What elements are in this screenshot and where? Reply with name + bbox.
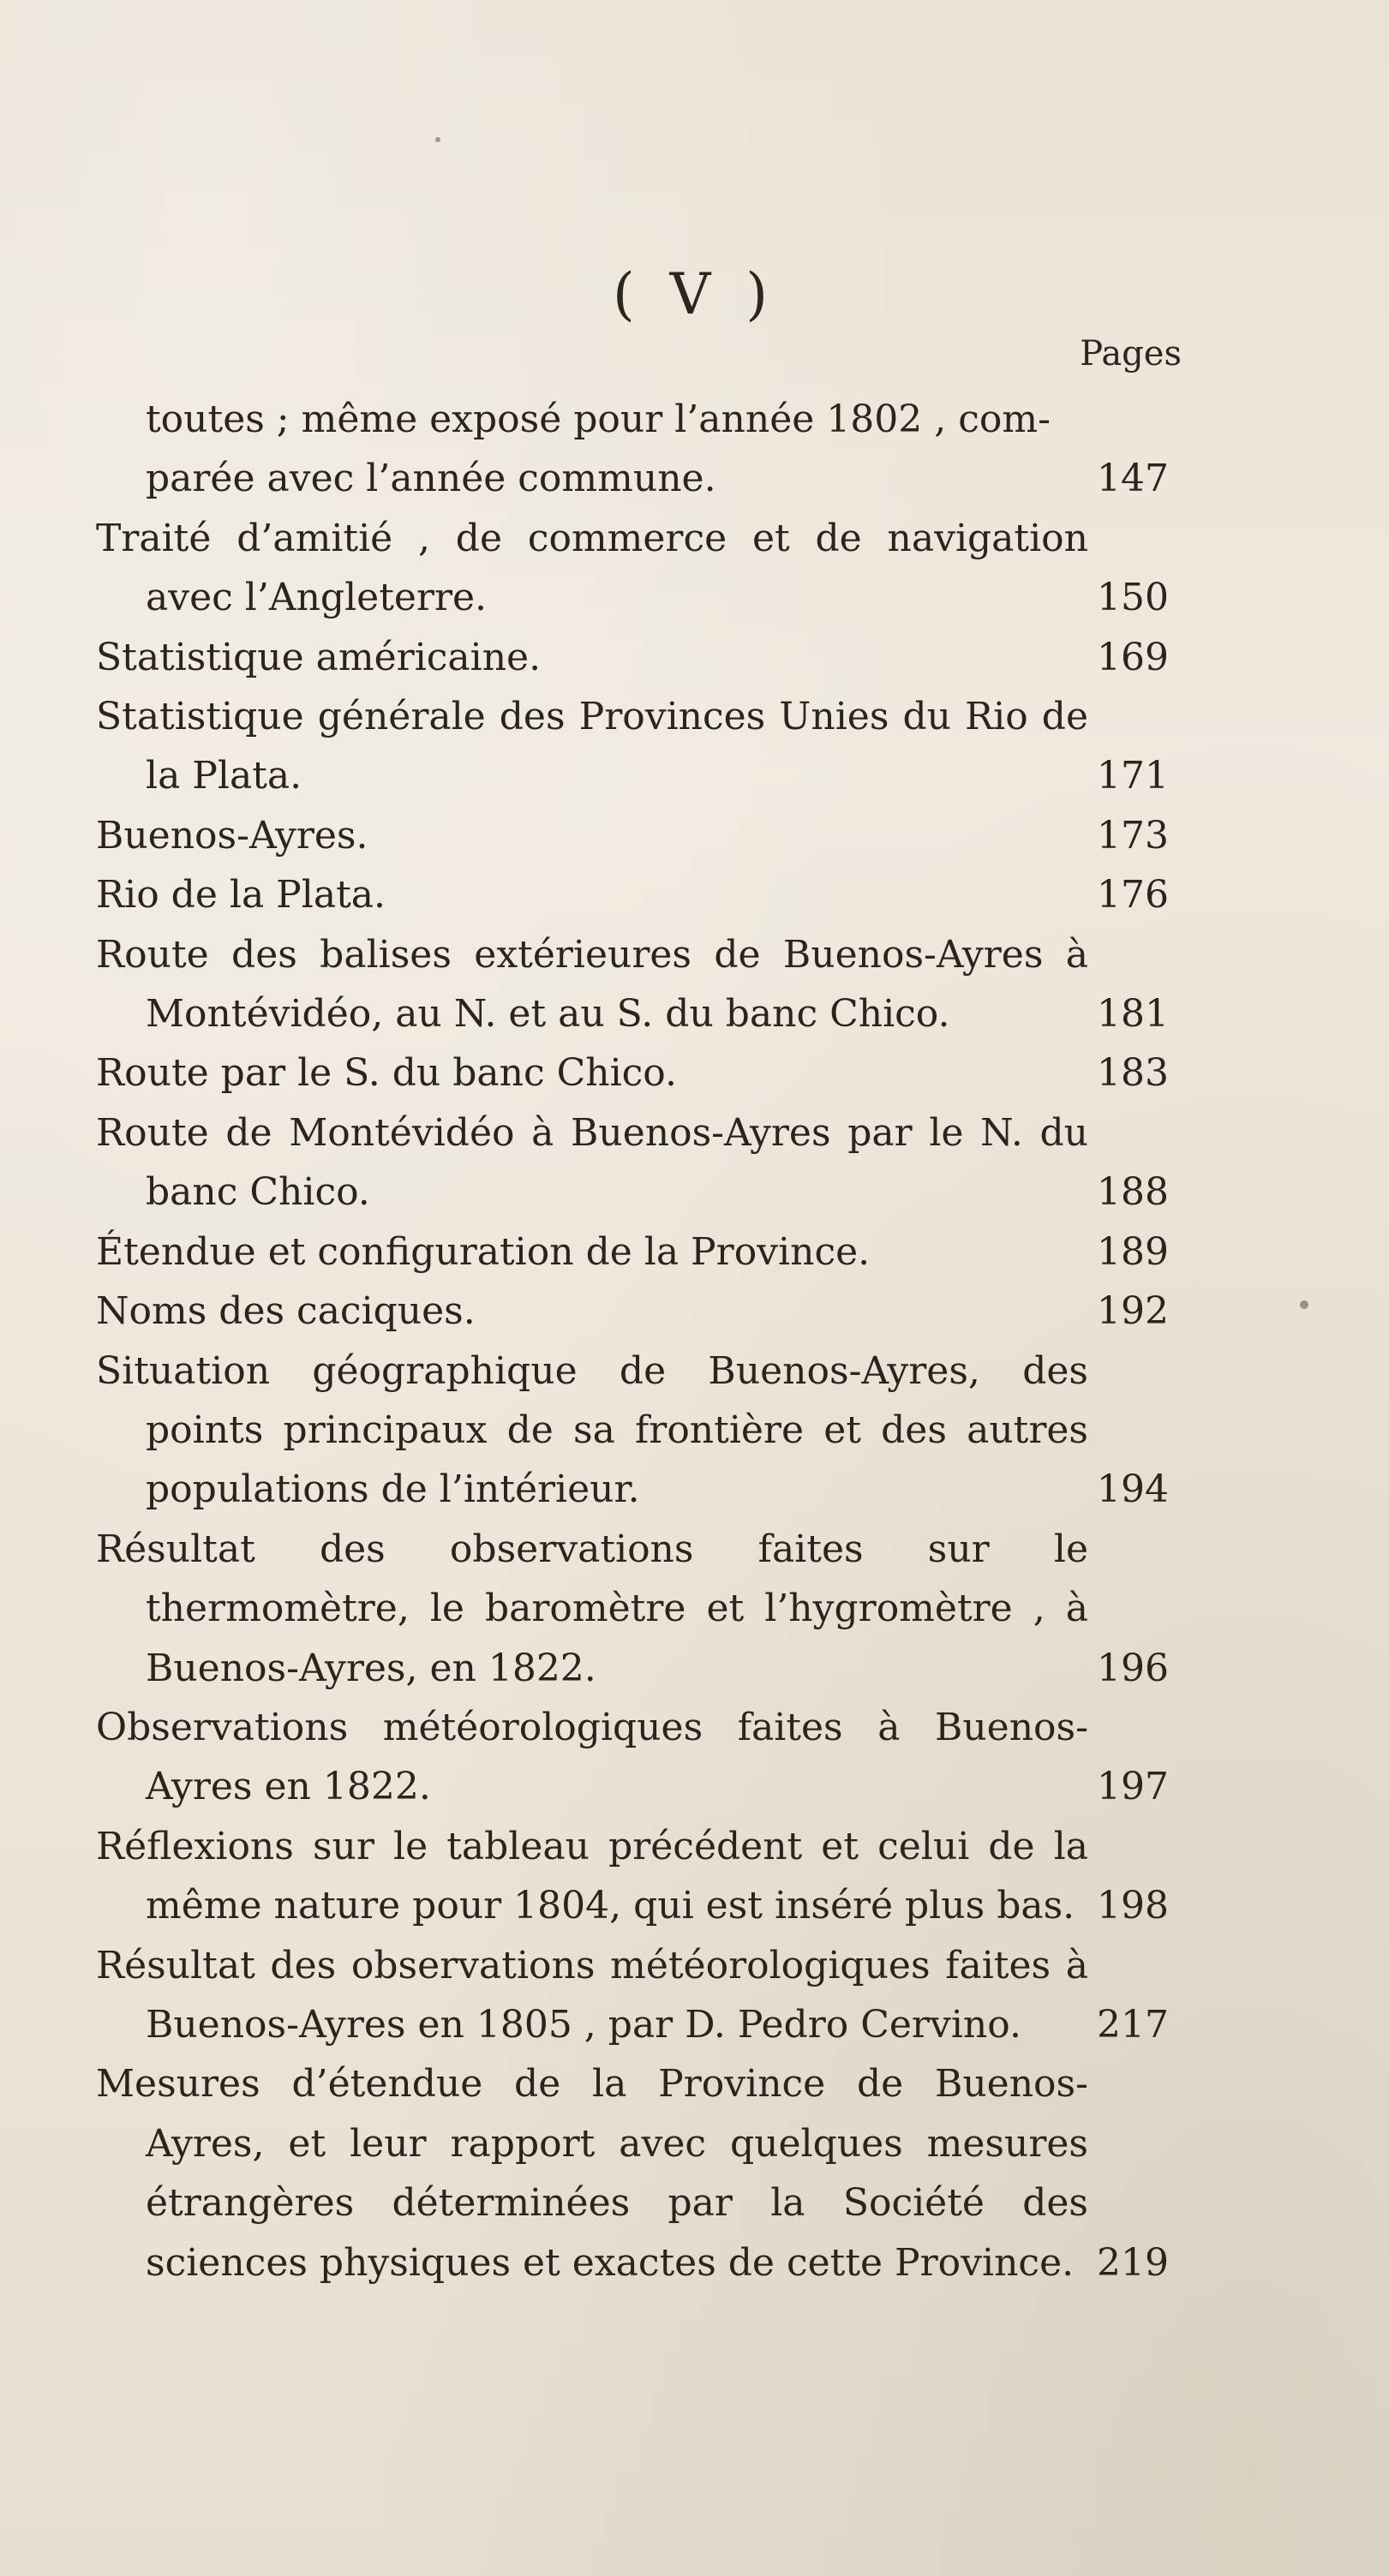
toc-entry-title: Route de Montévidéo à Buenos-Ayres par le N. du banc Chico. xyxy=(96,1110,1088,1215)
toc-entry-title: Noms des caciques. xyxy=(96,1289,476,1334)
toc-entry-title: Buenos-Ayres. xyxy=(96,813,368,858)
toc-entry-page: 192 xyxy=(1097,1289,1169,1334)
toc-entry-page: 188 xyxy=(1097,1170,1169,1215)
toc-entry xyxy=(96,806,1191,865)
toc-entry xyxy=(96,865,1191,924)
toc-entry xyxy=(96,1222,1191,1282)
page-marker: ( V ) xyxy=(612,261,777,327)
toc-entry xyxy=(96,628,1191,687)
toc-entry xyxy=(96,1698,1191,1817)
pages-column-heading: Pages xyxy=(1080,334,1182,374)
toc-entry-page: 189 xyxy=(1097,1229,1169,1274)
toc-entry-title: Traité d’amitié , de commerce et de navigation avec l’Angleterre. xyxy=(96,516,1088,620)
toc-entry-page: 198 xyxy=(1097,1884,1169,1928)
toc-entry-page: 181 xyxy=(1097,992,1169,1037)
toc-entry xyxy=(96,1043,1191,1103)
toc-entry-page: 150 xyxy=(1097,576,1169,620)
toc-entry-page: 196 xyxy=(1097,1646,1169,1690)
toc-entry-title: Statistique générale des Provinces Unies du Rio de la Plata. xyxy=(96,695,1088,798)
toc-entry xyxy=(96,1342,1191,1520)
toc-entry xyxy=(96,390,1191,509)
toc-entry-title: Résultat des observations météorologiques faites à Buenos-Ayres en 1805 , par D. Pedro Cervino. xyxy=(96,1943,1088,2047)
toc-entry-page: 194 xyxy=(1097,1467,1169,1512)
toc-entry xyxy=(96,687,1191,806)
toc-entry xyxy=(96,1520,1191,1698)
toc-entry xyxy=(96,1282,1191,1341)
toc-entry-title: Mesures d’étendue de la Province de Buenos-Ayres, et leur rapport avec quelques mesures étrangères déterminées par la Société des sciences physiques et exactes de cette Province. xyxy=(96,2062,1088,2285)
toc-entry-title: Étendue et configuration de la Province. xyxy=(96,1229,871,1274)
toc-entry-title: Route des balises extérieures de Buenos-Ayres à Montévidéo, au N. et au S. du banc Chico. xyxy=(96,932,1088,1037)
toc-entry xyxy=(96,509,1191,628)
toc-entry xyxy=(96,1936,1191,2055)
paper-spot xyxy=(1300,1300,1308,1309)
toc-entry-page: 147 xyxy=(1097,457,1169,501)
toc-entry-title: Rio de la Plata. xyxy=(96,873,386,917)
toc-entry-title: Résultat des observations faites sur le thermomètre, le baromètre et l’hygromètre , à Buenos-Ayres, en 1822. xyxy=(96,1527,1088,1690)
table-of-contents xyxy=(96,390,1191,2292)
toc-entry-page: 171 xyxy=(1097,754,1169,798)
toc-entry xyxy=(96,925,1191,1044)
toc-entry-page: 169 xyxy=(1097,635,1169,679)
toc-entry xyxy=(96,1103,1191,1222)
toc-entry-title: toutes ; même exposé pour l’année 1802 , com- parée avec l’année commune. xyxy=(146,397,1051,501)
toc-entry-page: 219 xyxy=(1097,2240,1169,2285)
toc-entry xyxy=(96,1817,1191,1936)
toc-entry-page: 176 xyxy=(1097,873,1169,917)
toc-entry-title: Statistique américaine. xyxy=(96,635,542,679)
toc-entry-title: Route par le S. du banc Chico. xyxy=(96,1051,678,1096)
toc-entry-page: 173 xyxy=(1097,813,1169,858)
toc-entry-page: 217 xyxy=(1097,2002,1169,2047)
toc-entry-page: 197 xyxy=(1097,1765,1169,1809)
toc-entry-title: Réflexions sur le tableau précédent et celui de la même nature pour 1804, qui est inséré plus bas. xyxy=(96,1824,1088,1928)
paper-spot xyxy=(435,137,440,142)
toc-entry-title: Situation géographique de Buenos-Ayres, des points principaux de sa frontière et des autres populations de l’intérieur. xyxy=(96,1348,1088,1512)
toc-entry xyxy=(96,2054,1191,2292)
toc-entry-title: Observations météorologiques faites à Buenos-Ayres en 1822. xyxy=(96,1705,1088,1809)
toc-entry-page: 183 xyxy=(1097,1051,1169,1096)
